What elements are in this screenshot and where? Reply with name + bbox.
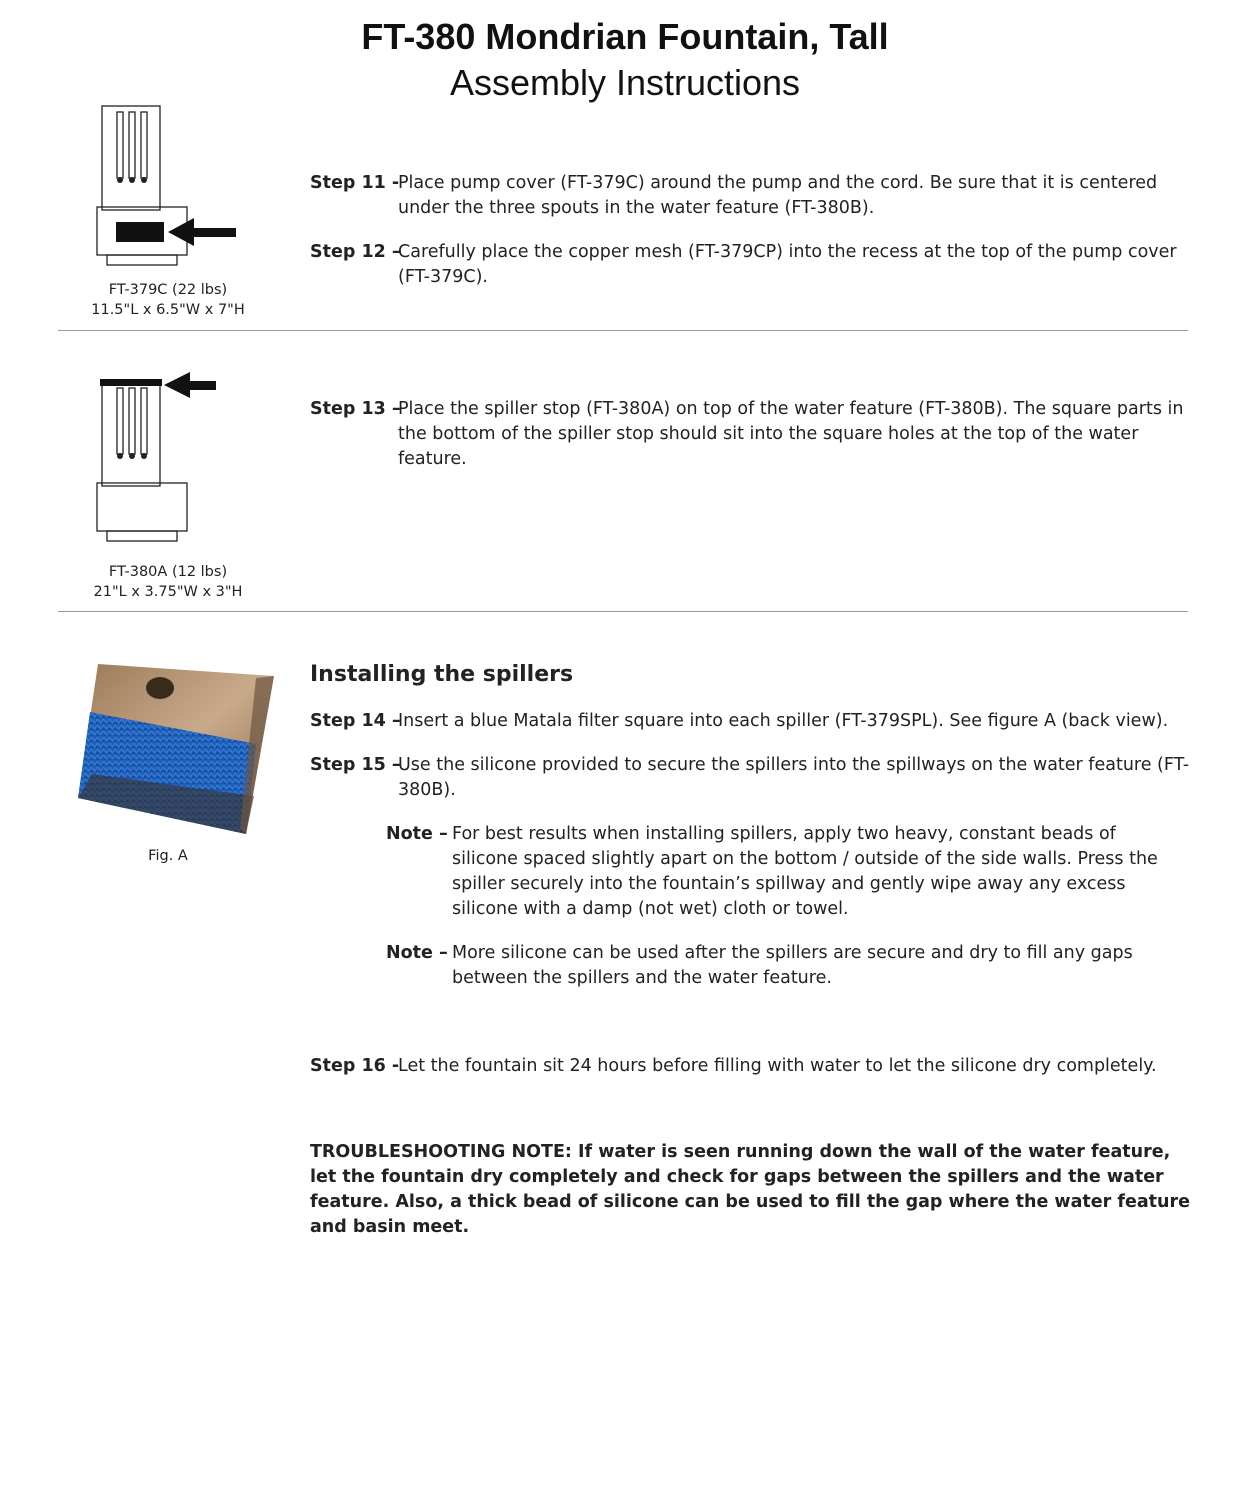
- arrow-left-icon: [164, 372, 216, 398]
- step-16-text: Let the fountain sit 24 hours before filling with water to let the silicone dry completely.: [398, 1056, 1157, 1076]
- fig1-caption-dimensions: 11.5"L x 6.5"W x 7"H: [91, 302, 245, 318]
- note-2: [386, 941, 1186, 991]
- step-14: [310, 709, 1200, 734]
- step-16: [310, 1054, 1200, 1079]
- note-1-text: For best results when installing spillers, apply two heavy, constant beads of silicone spaced slightly apart on the bottom / outside of the side walls. Press the spiller securely into the fountain’s spillway and gently wipe away any excess silicone with a damp (not wet) cloth or towel.: [452, 824, 1158, 919]
- section-heading: Installing the spillers: [310, 662, 574, 687]
- note-1-label: Note –: [386, 824, 448, 844]
- spiller-stop-illustration: [80, 372, 250, 547]
- step-11-text: Place pump cover (FT-379C) around the pump and the cord. Be sure that it is centered under the three spouts in the water feature (FT-380B).: [398, 173, 1158, 218]
- step-12-text: Carefully place the copper mesh (FT-379CP) into the recess at the top of the pump cover (FT-379C).: [398, 242, 1177, 287]
- pump-cover-part: [116, 222, 164, 242]
- step-13-label: Step 13 –: [310, 399, 401, 419]
- pump-cover-illustration: [80, 100, 250, 270]
- document-title: FT-380 Mondrian Fountain, Tall: [361, 16, 889, 57]
- arrow-left-icon: [168, 218, 236, 246]
- step-12-label: Step 12 –: [310, 242, 401, 262]
- section-divider: [58, 330, 1188, 331]
- step-15-text: Use the silicone provided to secure the spillers into the spillways on the water feature (FT-380B).: [398, 755, 1190, 800]
- step-12: [310, 240, 1200, 290]
- fig3-caption: Fig. A: [148, 848, 188, 864]
- fig2-caption-weight: FT-380A (12 lbs): [108, 564, 228, 580]
- troubleshooting-note: TROUBLESHOOTING NOTE: If water is seen running down the wall of the water feature, let the fountain dry completely and check for gaps between the spillers and the water feature. Also, a thick bead of silicone can be used to fill the gap where the water feature and basin meet.: [310, 1142, 1190, 1237]
- spiller-stop-part: [100, 379, 162, 386]
- section-divider: [58, 611, 1188, 612]
- step-13-text: Place the spiller stop (FT-380A) on top of the water feature (FT-380B). The square parts in the bottom of the spiller stop should sit into the square holes at the top of the water feature.: [398, 399, 1184, 469]
- step-16-label: Step 16 -: [310, 1056, 400, 1076]
- note-1: [386, 822, 1186, 922]
- fig1-caption-weight: FT-379C (22 lbs): [108, 282, 228, 298]
- step-15: [310, 753, 1200, 803]
- step-13: [310, 397, 1200, 472]
- fig2-caption-dimensions: 21"L x 3.75"W x 3"H: [93, 584, 243, 600]
- note-2-text: More silicone can be used after the spillers are secure and dry to fill any gaps between the spillers and the water feature.: [452, 943, 1133, 988]
- note-2-label: Note –: [386, 943, 448, 963]
- spiller-filter-photo: [78, 664, 278, 836]
- step-11: [310, 171, 1200, 221]
- step-11-label: Step 11 -: [310, 173, 400, 193]
- step-14-text: Insert a blue Matala filter square into each spiller (FT-379SPL). See figure A (back view).: [398, 711, 1169, 731]
- step-14-label: Step 14 –: [310, 711, 401, 731]
- step-15-label: Step 15 –: [310, 755, 401, 775]
- document-subtitle: Assembly Instructions: [449, 62, 801, 103]
